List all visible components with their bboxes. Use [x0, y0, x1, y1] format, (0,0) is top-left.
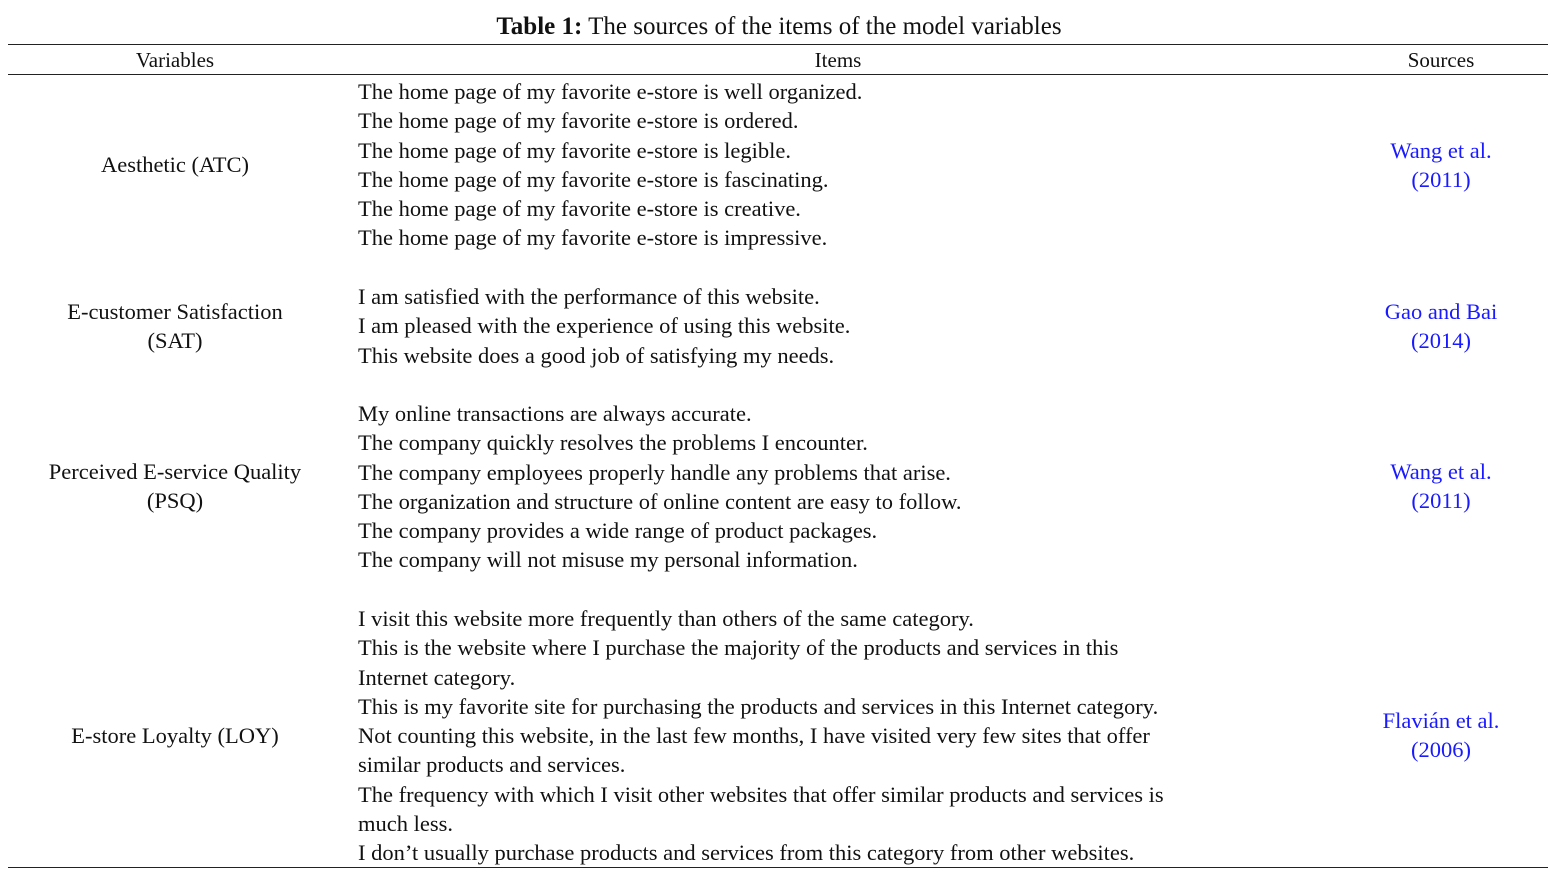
source-link-year[interactable]: (2011) [1411, 488, 1471, 514]
source-link-year[interactable]: (2014) [1411, 328, 1471, 354]
item-line: The organization and structure of online content are easy to follow. [358, 488, 962, 514]
source-link-authors[interactable]: Wang et al. [1390, 459, 1492, 484]
header-items: Items [814, 48, 862, 72]
item-line: The company quickly resolves the problems I encounter. [358, 430, 868, 456]
variable-cell [8, 297, 342, 356]
top-rule [8, 44, 1548, 45]
variable-name: E-store Loyalty (LOY) [71, 723, 279, 748]
variable-name: Aesthetic (ATC) [100, 152, 250, 177]
variable-cell [8, 457, 342, 516]
item-line: The home page of my favorite e-store is fascinating. [358, 166, 829, 192]
item-line: The home page of my favorite e-store is well organized. [358, 79, 863, 104]
item-line: The home page of my favorite e-store is creative. [358, 196, 801, 222]
item-line: Internet category. [358, 664, 516, 690]
source-cell[interactable] [1334, 457, 1548, 516]
item-line: I don’t usually purchase products and services from this category from other websites. [358, 840, 1135, 866]
item-line: This website does a good job of satisfying my needs. [358, 342, 835, 368]
bottom-rule [8, 867, 1548, 868]
item-line: Not counting this website, in the last few months, I have visited very few sites that offer [358, 723, 1150, 749]
variable-name: E-customer Satisfaction [67, 299, 283, 324]
items-cell [358, 282, 1328, 370]
item-line: I visit this website more frequently than others of the same category. [358, 606, 974, 631]
header-sources: Sources [1407, 48, 1475, 72]
variable-abbr: (PSQ) [146, 488, 204, 514]
variable-cell [8, 721, 342, 750]
source-link-authors[interactable]: Wang et al. [1390, 138, 1492, 163]
item-line: This is my favorite site for purchasing the products and services in this Internet category. [358, 693, 1159, 719]
item-line: The company employees properly handle any problems that arise. [358, 459, 951, 485]
source-cell[interactable] [1334, 297, 1548, 356]
item-line: The home page of my favorite e-store is legible. [358, 137, 791, 163]
source-link-authors[interactable]: Gao and Bai [1384, 299, 1498, 324]
source-link-year[interactable]: (2011) [1411, 167, 1471, 193]
item-line: much less. [358, 811, 453, 837]
caption-text: The sources of the items of the model variables [582, 13, 1062, 40]
source-cell[interactable] [1334, 706, 1548, 765]
variable-abbr: (SAT) [147, 328, 203, 354]
source-link-year[interactable]: (2006) [1411, 737, 1471, 763]
table-caption [0, 11, 1558, 43]
variable-name: Perceived E-service Quality [48, 459, 302, 484]
item-line: The home page of my favorite e-store is impressive. [358, 225, 828, 251]
items-cell [358, 604, 1328, 868]
item-line: The home page of my favorite e-store is ordered. [358, 108, 799, 134]
items-cell [358, 77, 1328, 253]
item-line: The company provides a wide range of product packages. [358, 518, 878, 544]
header-rule [8, 74, 1548, 75]
item-line: My online transactions are always accurate. [358, 401, 752, 426]
items-cell [358, 399, 1328, 575]
caption-label: Table 1: [496, 13, 583, 40]
header-variables: Variables [135, 48, 215, 72]
item-line: I am satisfied with the performance of this website. [358, 284, 820, 309]
item-line: I am pleased with the experience of using this website. [358, 313, 851, 339]
item-line: The company will not misuse my personal information. [358, 547, 858, 573]
source-link-authors[interactable]: Flavián et al. [1382, 708, 1500, 733]
item-line: This is the website where I purchase the majority of the products and services in this [358, 635, 1119, 661]
item-line: similar products and services. [358, 752, 626, 778]
variable-cell [8, 150, 342, 179]
item-line: The frequency with which I visit other websites that offer similar products and services is [358, 781, 1164, 807]
source-cell[interactable] [1334, 136, 1548, 195]
